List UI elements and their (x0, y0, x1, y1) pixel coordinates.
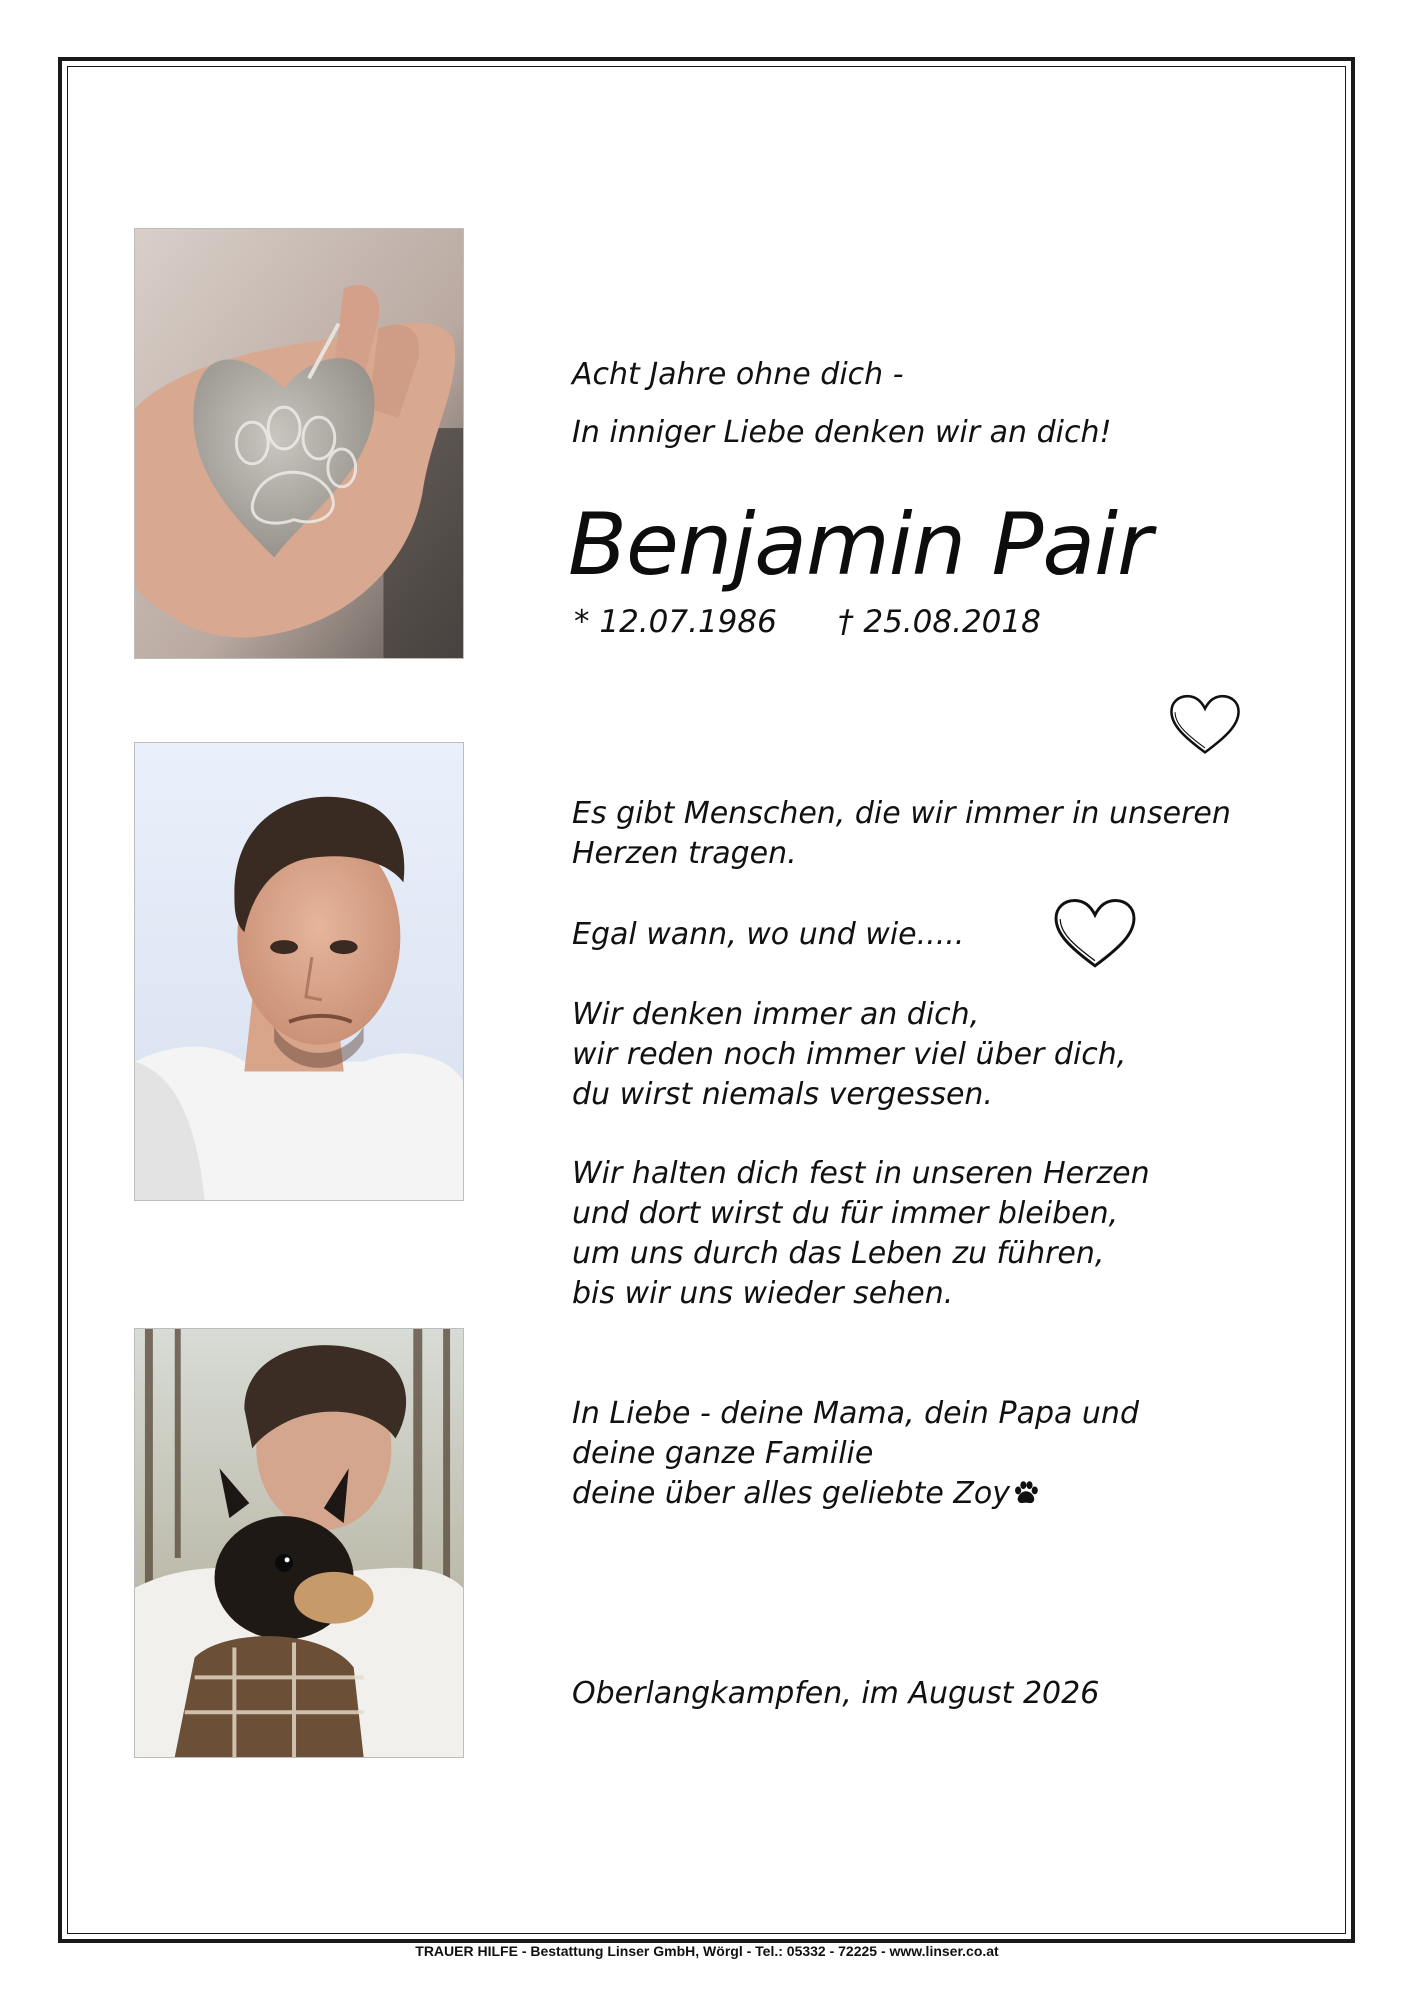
poem-line: wir reden noch immer viel über dich, (572, 1037, 1127, 1072)
poem-line: du wirst niemals vergessen. (572, 1077, 993, 1112)
deceased-name: Benjamin Pair (568, 495, 1152, 595)
intro-line-1: Acht Jahre ohne dich - (572, 357, 904, 392)
poem-line: um uns durch das Leben zu führen, (572, 1236, 1105, 1271)
poem-line: Wir denken immer an dich, (572, 997, 980, 1032)
signature-line: deine über alles geliebte Zoy (572, 1476, 1010, 1511)
paw-icon (1012, 1479, 1040, 1507)
signature-line: deine ganze Familie (572, 1436, 874, 1471)
death-date: † 25.08.2018 (838, 604, 1041, 640)
poem-line: bis wir uns wieder sehen. (572, 1276, 954, 1311)
intro-line-2: In inniger Liebe denken wir an dich! (572, 415, 1112, 450)
poem-line: Herzen tragen. (572, 836, 797, 871)
poem-line: Wir halten dich fest in unseren Herzen (572, 1156, 1150, 1191)
birth-date: * 12.07.1986 (574, 604, 777, 640)
poem-line: und dort wirst du für immer bleiben, (572, 1196, 1119, 1231)
place-date: Oberlangkampfen, im August 2026 (572, 1676, 1100, 1711)
footer-credit: TRAUER HILFE - Bestattung Linser GmbH, Wörgl - Tel.: 05332 - 72225 - www.linser.co.at (415, 1943, 999, 1959)
poem-line: Egal wann, wo und wie..... (572, 917, 965, 952)
poem-line: Es gibt Menschen, die wir immer in unseren (572, 796, 1231, 831)
photo-portrait (134, 742, 464, 1201)
photo-with-dog (134, 1328, 464, 1758)
photo-stone-heart (134, 228, 464, 659)
signature-line: In Liebe - deine Mama, dein Papa und (572, 1396, 1139, 1431)
heart-outline-icon (1168, 694, 1242, 756)
heart-outline-icon (1052, 898, 1138, 970)
signature-line-with-paw (572, 1474, 1040, 1514)
